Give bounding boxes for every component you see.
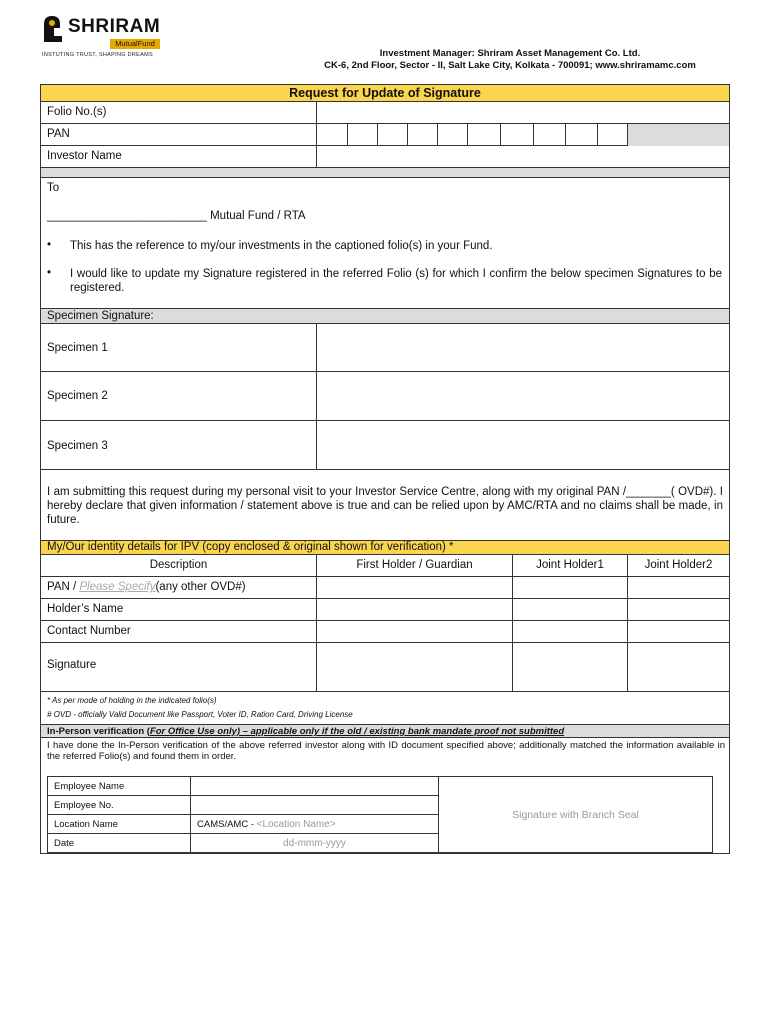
ipv-contact-row: [41, 621, 729, 643]
specimen-3-box[interactable]: [317, 421, 729, 470]
folio-row: [41, 102, 729, 124]
col-joint-holder-1: Joint Holder1: [536, 559, 604, 571]
ipv-holder-row: [41, 599, 729, 621]
specimen-row-1: [41, 324, 729, 372]
pan-shaded-area: [627, 124, 729, 146]
office-heading-row: [41, 724, 729, 738]
investor-row: [41, 146, 729, 168]
specimen-heading-row: [41, 308, 729, 324]
ipv-pan-placeholder[interactable]: Please Specify: [79, 581, 156, 593]
specimen-1-label: Specimen 1: [47, 342, 108, 354]
location-input[interactable]: [191, 815, 439, 834]
specimen-row-3: [41, 421, 729, 470]
bullet-1-text: This has the reference to my/our investments in the captioned folio(s) in your Fund.: [70, 240, 493, 252]
bullet-2-icon: •: [47, 267, 52, 279]
header-line2: CK-6, 2nd Floor, Sector - II, Salt Lake City, Kolkata - 700091; www.shriramamc.com: [324, 60, 696, 71]
pan-box-blank: [317, 124, 347, 146]
employee-name-label: Employee Name: [48, 777, 191, 796]
branch-seal-box[interactable]: Signature with Branch Seal: [439, 777, 713, 853]
investor-input[interactable]: [317, 146, 729, 168]
date-input[interactable]: [191, 834, 439, 853]
first-holder-pan-input[interactable]: [317, 577, 512, 599]
office-text: I have done the In-Person verification of the above referred investor along with ID document specified above; additionally matched the information available in the referred Folio(s) and found them in order.: [47, 740, 725, 762]
signature-update-form: [40, 84, 730, 854]
employee-no-label: Employee No.: [48, 796, 191, 815]
ipv-pan-label: [47, 581, 246, 593]
employee-no-input[interactable]: [191, 796, 439, 815]
ipv-pan-prefix: PAN /: [47, 581, 80, 593]
date-label: Date: [48, 834, 191, 853]
joint2-pan-input[interactable]: [628, 577, 729, 599]
logo-badge: MutualFund: [110, 39, 160, 49]
ipv-heading: My/Our identity details for IPV (copy enclosed & original shown for verification) *: [47, 541, 454, 553]
col-description: Description: [149, 559, 208, 571]
ipv-signature-label: Signature: [47, 659, 97, 671]
ipv-holder-label: Holder’s Name: [47, 603, 124, 615]
pan-row: [41, 124, 729, 146]
note-mode-of-holding: * As per mode of holding in the indicated folio(s): [47, 696, 217, 705]
ipv-header-row: [41, 555, 729, 577]
declaration-text: I am submitting this request during my personal visit to your Investor Service Centre, along with my original PAN /_______( OVD#). I hereby declare that given information / statement above is true and can be relied upon by AMC/RTA and no claims shall be made, in future.: [47, 486, 723, 526]
header-line1: Investment Manager: Shriram Asset Management Co. Ltd.: [379, 48, 641, 59]
date-placeholder: dd-mmm-yyyy: [283, 837, 346, 849]
office-heading-bold: In-Person verification (: [47, 726, 150, 737]
folio-input[interactable]: [317, 102, 729, 124]
shriram-logo: [40, 14, 170, 64]
specimen-1-box[interactable]: [317, 324, 729, 372]
note-ovd: # OVD - officially Valid Document like Passport, Voter ID, Ration Card, Driving License: [47, 710, 353, 719]
office-heading: [47, 726, 564, 737]
header-address: [240, 48, 770, 71]
separator-band: [41, 168, 729, 178]
logo-tagline: INSTUTING TRUST, SHAPING DREAMS: [42, 52, 153, 58]
col-first-holder: First Holder / Guardian: [356, 559, 473, 571]
pan-label: PAN: [47, 128, 70, 140]
bullet-1-icon: •: [47, 239, 52, 251]
col-joint-holder-2: Joint Holder2: [644, 559, 713, 571]
ipv-pan-suffix: (any other OVD#): [155, 581, 246, 593]
specimen-heading: Specimen Signature:: [47, 310, 154, 322]
ipv-contact-label: Contact Number: [47, 625, 131, 637]
location-placeholder: <Location Name>: [256, 818, 336, 830]
joint1-pan-input[interactable]: [513, 577, 627, 599]
ipv-heading-row: [41, 540, 729, 555]
location-prefix: CAMS/AMC -: [197, 818, 257, 830]
specimen-2-label: Specimen 2: [47, 390, 108, 402]
specimen-2-box[interactable]: [317, 372, 729, 421]
location-label: Location Name: [48, 815, 191, 834]
office-heading-italic: For Office Use only) – applicable only if the old / existing bank mandate proof not submitted: [149, 726, 565, 737]
employee-name-input[interactable]: [191, 777, 439, 796]
logo-word: SHRIRAM: [68, 16, 161, 37]
to-label: To: [47, 182, 60, 194]
logo-emblem-icon: [40, 14, 66, 44]
investor-label: Investor Name: [47, 150, 122, 162]
pan-input[interactable]: [348, 124, 627, 146]
specimen-3-label: Specimen 3: [47, 440, 108, 452]
form-title: Request for Update of Signature: [41, 85, 729, 102]
fund-rta-line: _________________________ Mutual Fund / RTA: [47, 210, 306, 222]
bullet-2-text: I would like to update my Signature registered in the referred Folio (s) for which I confirm the below specimen Signatures to be registered.: [70, 268, 722, 294]
office-use-table: [47, 776, 713, 853]
folio-label: Folio No.(s): [47, 106, 107, 118]
ipv-signature-row: [41, 643, 729, 692]
specimen-row-2: [41, 372, 729, 421]
